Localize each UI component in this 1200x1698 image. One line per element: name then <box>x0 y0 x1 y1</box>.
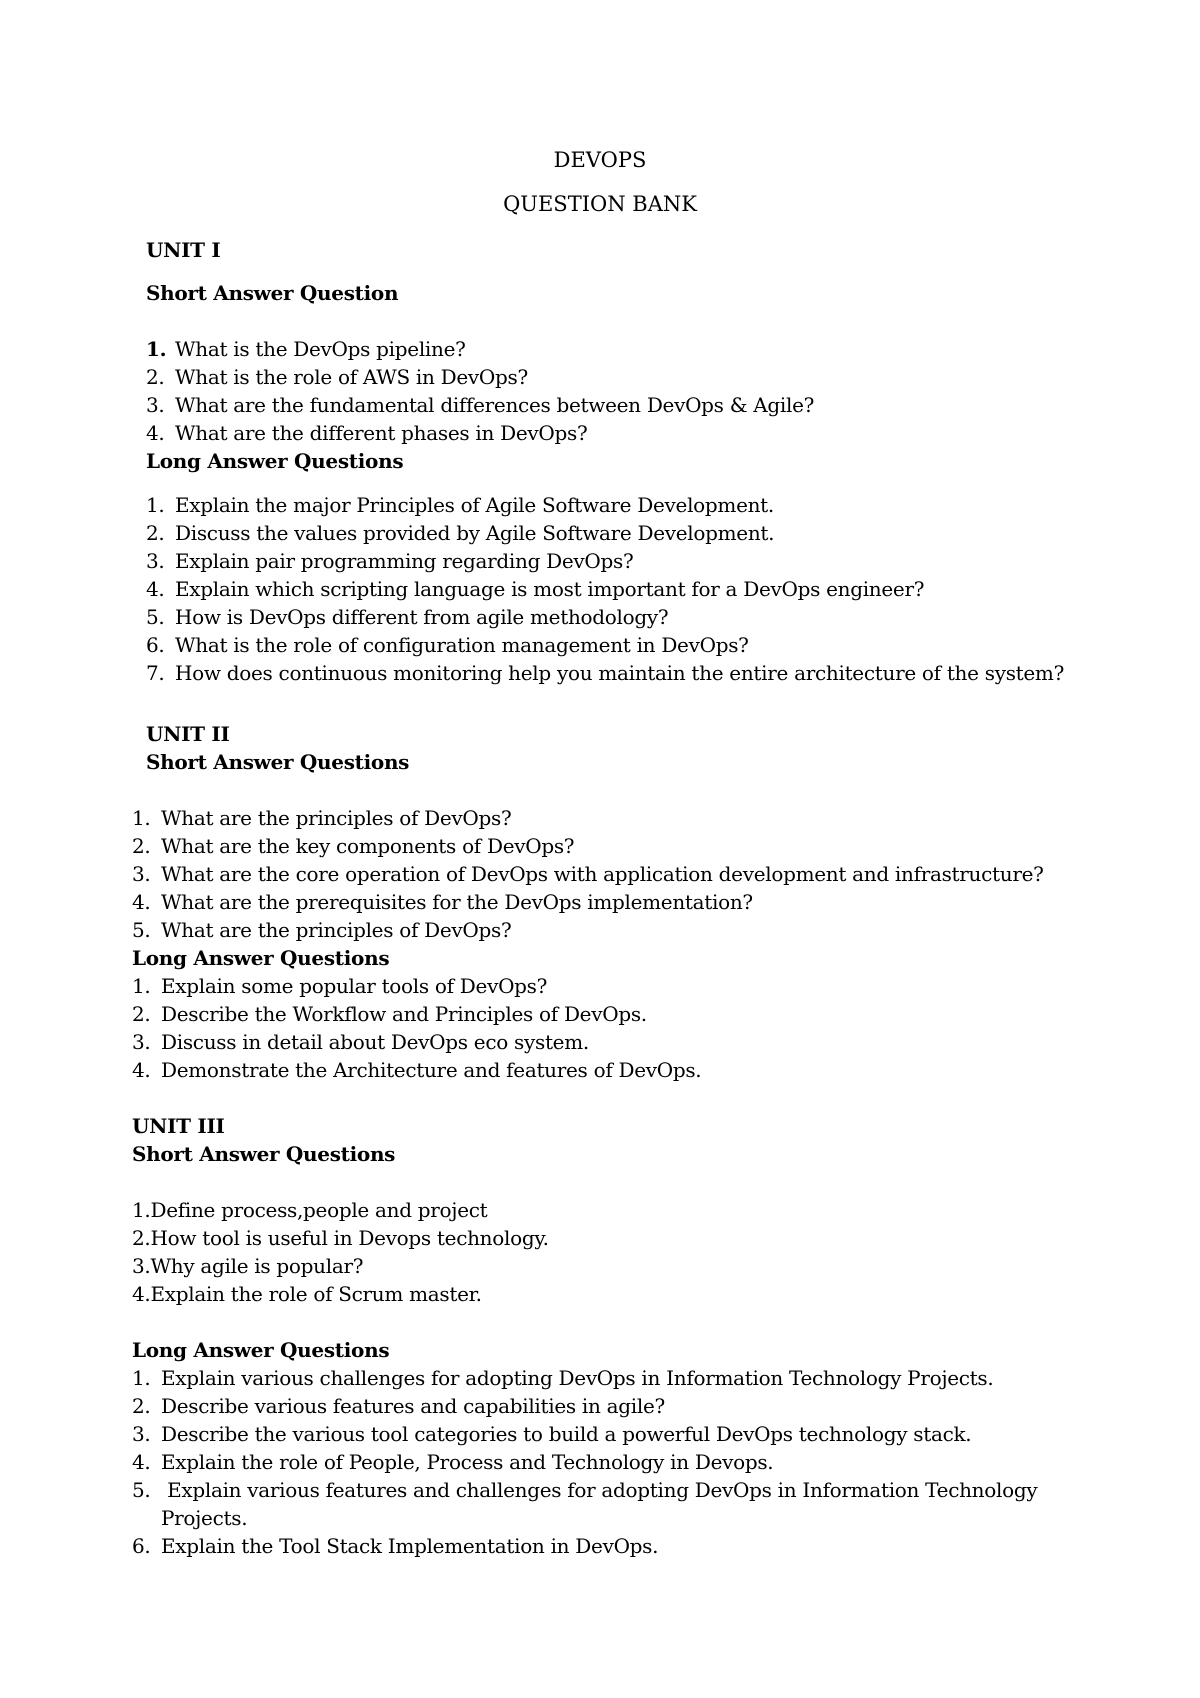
item-number: 1. <box>146 337 167 361</box>
item-number: 1. <box>132 974 151 998</box>
item-number: 6. <box>146 633 165 657</box>
item-number: 1. <box>146 493 165 517</box>
item-number: 7. <box>146 661 165 685</box>
document-title: DEVOPS <box>553 148 647 172</box>
item-text: How does continuous monitoring help you maintain the entire architecture of the system? <box>175 661 1065 685</box>
item-text: Explain pair programming regarding DevOps? <box>175 549 634 573</box>
list-item: 1.Define process,people and project <box>132 1198 488 1222</box>
list-item <box>132 832 1044 860</box>
unit-2-long-list <box>132 972 701 1084</box>
list-item <box>132 1448 1041 1476</box>
item-number: 3. <box>146 393 165 417</box>
document-subtitle: QUESTION BANK <box>503 192 697 216</box>
unit-1-long-heading: Long Answer Questions <box>146 449 404 473</box>
item-number: 6. <box>132 1534 151 1558</box>
item-text: What are the key components of DevOps? <box>161 834 575 858</box>
list-item <box>146 659 1064 687</box>
item-text: Explain various features and challenges for adopting DevOps in Information Technology Projects. <box>161 1478 1044 1530</box>
unit-1-heading: UNIT I <box>146 238 221 262</box>
item-text: What are the different phases in DevOps? <box>175 421 588 445</box>
item-text: Explain the Tool Stack Implementation in DevOps. <box>161 1534 659 1558</box>
item-number: 3. <box>146 549 165 573</box>
item-text: Describe various features and capabilities in agile? <box>161 1394 665 1418</box>
list-item <box>132 888 1044 916</box>
item-number: 4. <box>132 1058 151 1082</box>
item-number: 5. <box>132 1478 151 1502</box>
item-text: What are the principles of DevOps? <box>161 918 512 942</box>
item-text: Discuss in detail about DevOps eco system. <box>161 1030 589 1054</box>
item-text: Explain the major Principles of Agile Software Development. <box>175 493 774 517</box>
item-text: Discuss the values provided by Agile Software Development. <box>175 521 775 545</box>
list-item <box>132 1056 701 1084</box>
item-number: 4. <box>132 890 151 914</box>
item-number: 2. <box>132 834 151 858</box>
list-item <box>146 603 1064 631</box>
item-text: What is the DevOps pipeline? <box>175 337 466 361</box>
item-number: 4. <box>146 421 165 445</box>
item-text: Describe the Workflow and Principles of DevOps. <box>161 1002 647 1026</box>
item-number: 1. <box>132 1366 151 1390</box>
list-item <box>146 491 1064 519</box>
list-item: 3.Why agile is popular? <box>132 1254 364 1278</box>
item-number: 4. <box>146 577 165 601</box>
list-item <box>146 391 814 419</box>
item-text: What are the prerequisites for the DevOps implementation? <box>161 890 753 914</box>
unit-3-long-list <box>132 1364 1044 1560</box>
list-item <box>146 363 814 391</box>
list-item <box>132 1028 701 1056</box>
list-item <box>146 631 1064 659</box>
item-number: 3. <box>132 1422 151 1446</box>
item-number: 5. <box>146 605 165 629</box>
item-number: 3. <box>132 862 151 886</box>
item-number: 2. <box>146 521 165 545</box>
list-item <box>146 419 814 447</box>
item-number: 5. <box>132 918 151 942</box>
list-item <box>132 860 1044 888</box>
list-item <box>146 335 814 363</box>
item-text: What are the principles of DevOps? <box>161 806 512 830</box>
list-item <box>132 1392 1041 1420</box>
unit-2-heading: UNIT II <box>146 722 230 746</box>
item-text: What is the role of AWS in DevOps? <box>175 365 528 389</box>
item-number: 2. <box>132 1002 151 1026</box>
item-text: How is DevOps different from agile methodology? <box>175 605 669 629</box>
list-item <box>132 1476 1044 1532</box>
list-item <box>132 916 1044 944</box>
unit-3-short-list <box>132 1196 549 1308</box>
list-item <box>132 972 701 1000</box>
unit-3-short-heading: Short Answer Questions <box>132 1142 396 1166</box>
list-item <box>132 1364 1041 1392</box>
unit-2-short-list <box>132 804 1044 944</box>
unit-1-short-list <box>146 335 814 447</box>
unit-2-short-heading: Short Answer Questions <box>146 750 410 774</box>
list-item <box>132 1420 1041 1448</box>
item-text: Describe the various tool categories to build a powerful DevOps technology stack. <box>161 1422 972 1446</box>
unit-1-long-list <box>146 491 1064 687</box>
list-item <box>146 575 1064 603</box>
item-text: What are the core operation of DevOps with application development and infrastructure? <box>161 862 1044 886</box>
item-text: Explain various challenges for adopting DevOps in Information Technology Projects. <box>161 1366 994 1390</box>
item-number: 2. <box>132 1394 151 1418</box>
unit-2-long-heading: Long Answer Questions <box>132 946 390 970</box>
item-text: Explain which scripting language is most important for a DevOps engineer? <box>175 577 925 601</box>
list-item <box>132 1532 1041 1560</box>
item-text: What is the role of configuration management in DevOps? <box>175 633 749 657</box>
item-number: 3. <box>132 1030 151 1054</box>
list-item: 4.Explain the role of Scrum master. <box>132 1282 482 1306</box>
list-item: 2.How tool is useful in Devops technology. <box>132 1226 549 1250</box>
unit-3-heading: UNIT III <box>132 1114 225 1138</box>
item-text: Explain the role of People, Process and Technology in Devops. <box>161 1450 774 1474</box>
item-number: 2. <box>146 365 165 389</box>
unit-1-short-heading: Short Answer Question <box>146 281 399 305</box>
item-number: 1. <box>132 806 151 830</box>
item-number: 4. <box>132 1450 151 1474</box>
list-item <box>132 804 1044 832</box>
list-item <box>146 519 1064 547</box>
item-text: What are the fundamental differences between DevOps & Agile? <box>175 393 815 417</box>
item-text: Demonstrate the Architecture and features of DevOps. <box>161 1058 702 1082</box>
list-item <box>132 1000 701 1028</box>
item-text: Explain some popular tools of DevOps? <box>161 974 548 998</box>
unit-3-long-heading: Long Answer Questions <box>132 1338 390 1362</box>
list-item <box>146 547 1064 575</box>
